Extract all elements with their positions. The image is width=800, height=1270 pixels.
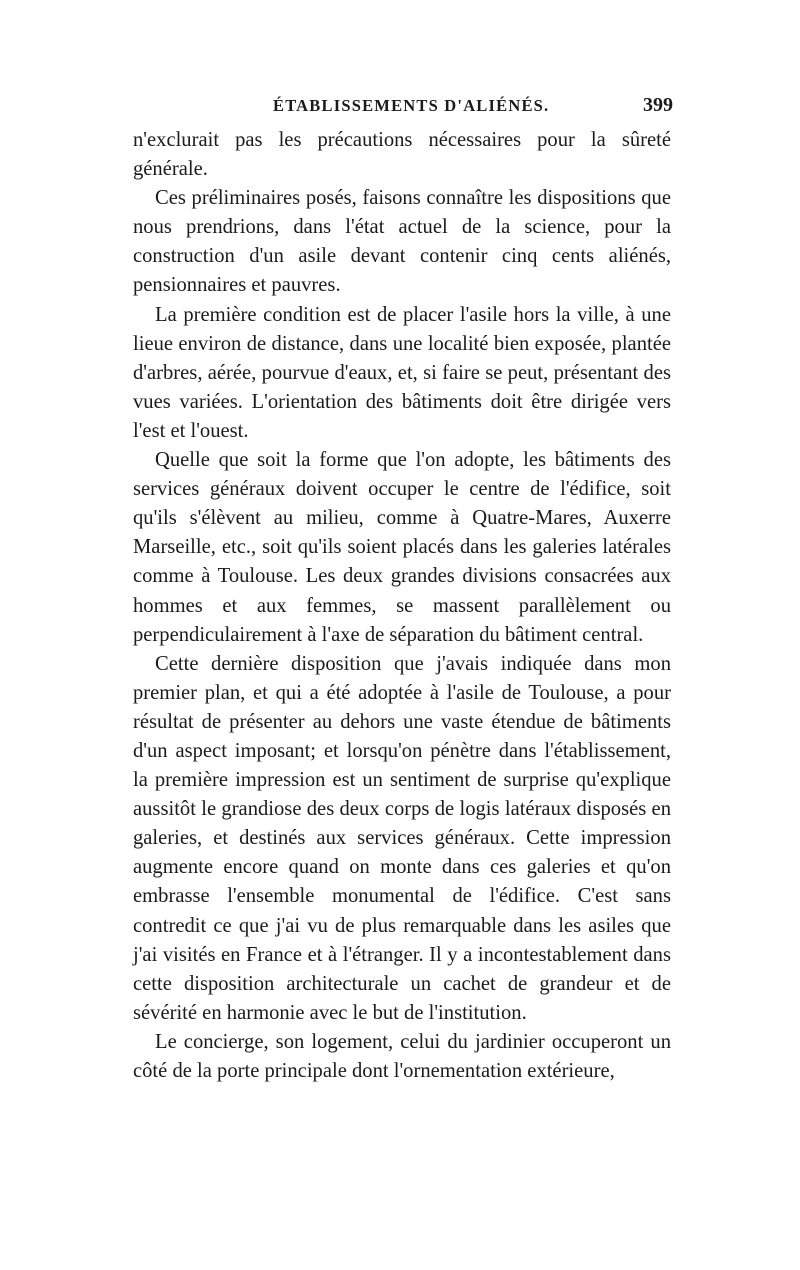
body-text <box>133 126 671 1086</box>
running-title: ÉTABLISSEMENTS D'ALIÉNÉS. <box>273 96 550 115</box>
paragraph-continuation: n'exclurait pas les précautions nécessaires pour la sûreté générale. <box>133 129 671 181</box>
paragraph: Ces préliminaires posés, faisons connaître les dispositions que nous prendrions, dans l'état actuel de la science, pour la construction d'un asile devant contenir cinq cents aliénés, pensionnaires et pauvres. <box>133 187 671 297</box>
page-header <box>133 94 673 122</box>
paragraph: Cette dernière disposition que j'avais indiquée dans mon premier plan, et qui a été adoptée à l'asile de Toulouse, a pour résultat de présenter au dehors une vaste étendue de bâtiments d'un aspect imposant; et lorsqu'on pénètre dans l'établissement, la première impression est un sentiment de surprise qu'explique aussitôt le grandiose des deux corps de logis latéraux disposés en galeries, et destinés aux services généraux. Cette impression augmente encore quand on monte dans ces galeries et qu'on embrasse l'ensemble monumental de l'édifice. C'est sans contredit ce que j'ai vu de plus remarquable dans les asiles que j'ai visités en France et à l'étranger. Il y a incontestablement dans cette disposition architecturale un cachet de grandeur et de sévérité en harmonie avec le but de l'institution. <box>133 652 671 1024</box>
paragraph: La première condition est de placer l'asile hors la ville, à une lieue environ de distance, dans une localité bien exposée, plantée d'arbres, aérée, pourvue d'eaux, et, si faire se peut, présentant des vues variées. L'orientation des bâtiments doit être dirigée vers l'est et l'ouest. <box>133 303 671 442</box>
paragraph: Quelle que soit la forme que l'on adopte, les bâtiments des services généraux doivent occuper le centre de l'édifice, soit qu'ils s'élèvent au milieu, comme à Quatre-Mares, Auxerre Marseille, etc., soit qu'ils soient placés dans les galeries latérales comme à Toulouse. Les deux grandes divisions consacrées aux hommes et aux femmes, se massent parallèlement ou perpendiculairement à l'axe de séparation du bâtiment central. <box>133 449 671 646</box>
page-number: 399 <box>643 94 673 116</box>
paragraph: Le concierge, son logement, celui du jardinier occuperont un côté de la porte principale dont l'ornementation extérieure, <box>133 1030 671 1082</box>
